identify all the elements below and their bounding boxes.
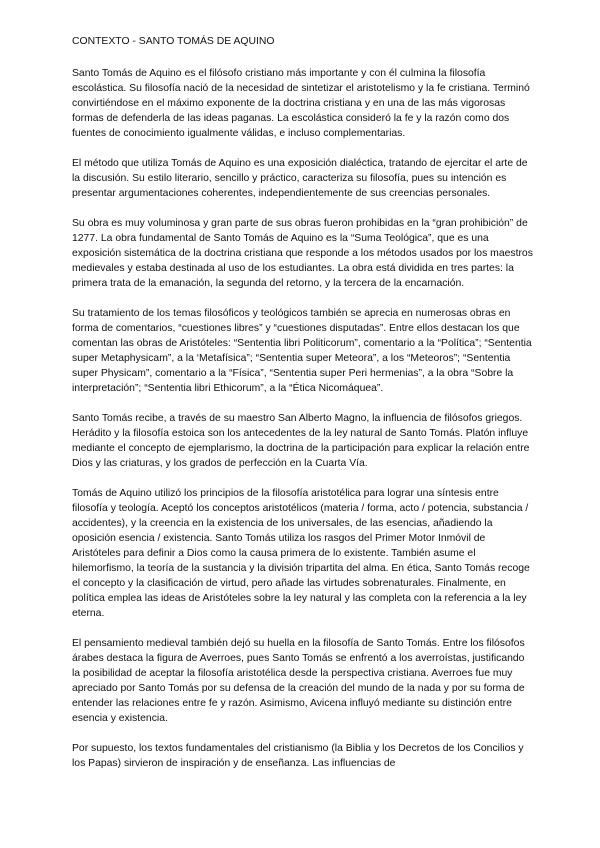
document-title: CONTEXTO - SANTO TOMÁS DE AQUINO xyxy=(72,36,275,47)
paragraph-works: Su obra es muy voluminosa y gran parte de sus obras fueron prohibidas en la “gran prohibición” de 1277. La obra fundamental de Santo Tomás de Aquino es la “Suma Teológica”, que es una exposición sistemática de la doctrina cristiana que responde a los métodos usados por los maestros medievales y estaba destinada al uso de los estudiantes. La obra está dividida en tres partes: la primera trata de la emanación, la segunda del retorno, y la tercera de la encarnación. xyxy=(72,218,533,289)
document-page xyxy=(72,34,534,786)
paragraph-greek-influence: Santo Tomás recibe, a través de su maestro San Alberto Magno, la influencia de filósofos griegos. Herádito y la filosofía estoica son los antecedentes de la ley natural de Santo Tomás. Platón influye mediante el concepto de ejemplarismo, la doctrina de la participación para explicar la relación entre Dios y las criaturas, y los grados de perfección en la Cuarta Vía. xyxy=(72,413,530,469)
paragraph-method: El método que utiliza Tomás de Aquino es una exposición dialéctica, tratando de ejercitar el arte de la discusión. Su estilo literario, sencillo y práctico, caracteriza su filosofía, pues su intención es presentar argumentaciones coherentes, independientemente de sus creencias personales. xyxy=(72,158,528,199)
paragraph-medieval: El pensamiento medieval también dejó su huella en la filosofía de Santo Tomás. Entre los filósofos árabes destaca la figura de Averroes, pues Santo Tomás se enfrentó a los averroístas, justificando la posibilidad de aceptar la filosofía aristotélica desde la perspectiva cristiana. Averroes fue muy apreciado por Santo Tomás por su defensa de la creación del mundo de la nada y por su forma de entender las relaciones entre fe y razón. Asimismo, Avicena influyó mediante su distinción entre esencia y existencia. xyxy=(72,638,525,724)
paragraph-christian-texts: Por supuesto, los textos fundamentales del cristianismo (la Biblia y los Decretos de los Concilios y los Papas) sirvieron de inspiración y de enseñanza. Las influencias de xyxy=(72,743,524,769)
paragraph-aristotle: Tomás de Aquino utilizó los principios de la filosofía aristotélica para lograr una síntesis entre filosofía y teología. Aceptó los conceptos aristotélicos (materia / forma, acto / potencia, substancia / accidentes), y la creencia en la existencia de los universales, de las esencias, añadiendo la oposición esencia / existencia. Santo Tomás utiliza los rasgos del Primer Motor Inmóvil de Aristóteles para definir a Dios como la causa primera de lo existente. También asume el hilemorfismo, la teoría de la sustancia y la división tripartita del alma. En ética, Santo Tomás recoge el concepto y la clasificación de virtud, pero añade las virtudes sobrenaturales. Finalmente, en política emplea las ideas de Aristóteles sobre la ley natural y las completa con la referencia a la ley eterna. xyxy=(72,488,530,619)
paragraph-intro: Santo Tomás de Aquino es el filósofo cristiano más importante y con él culmina la filosofía escolástica. Su filosofía nació de la necesidad de sintetizar el aristotelismo y la fe cristiana. Terminó convirtiéndose en el máximo exponente de la doctrina cristiana y en una de las más vigorosas formas de defenderla de las ideas paganas. La escolástica consideró la fe y la razón como dos fuentes de conocimiento igualmente válidas, e incluso complementarias. xyxy=(72,68,530,139)
paragraph-commentaries: Su tratamiento de los temas filosóficos y teológicos también se aprecia en numerosas obras en forma de comentarios, “cuestiones libres” y “cuestiones disputadas”. Entre ellos destacan los que comentan las obras de Aristóteles: “Sententia libri Politicorum”, comentario a la “Política”; “Sententia super Metaphysicam”, a la ‘Metafísica”; “Sententia super Meteora”, a los “Meteoros”; “Sententia super Physicam”, comentario a la “Física”, “Sententia super Peri hermenias”, a la obra “Sobre la interpretación”; “Sententia libri Ethicorum”, a la “Ética Nicomáquea”. xyxy=(72,308,532,394)
